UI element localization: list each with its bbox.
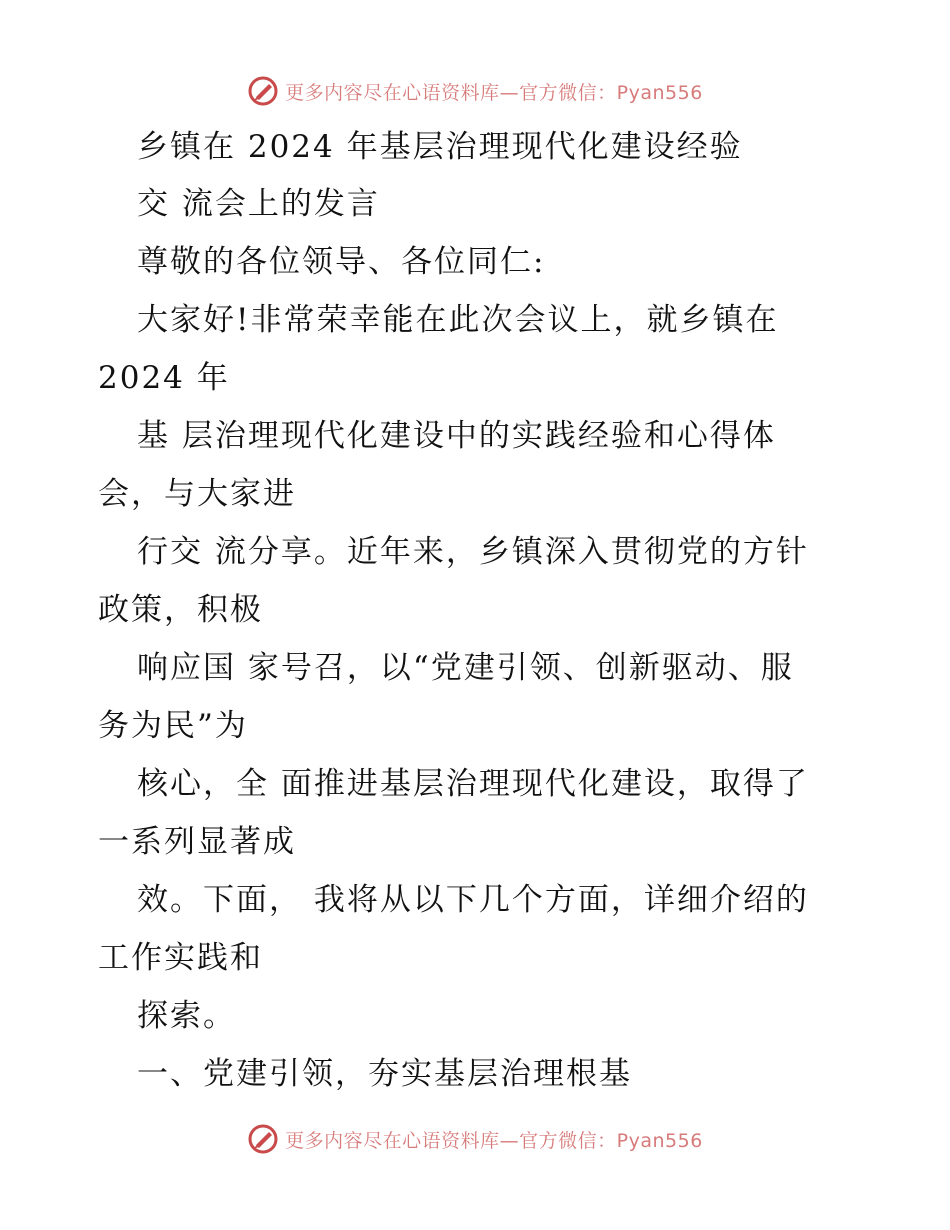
footer-watermark <box>0 1119 950 1159</box>
body-line: 务为民”为 <box>98 708 248 744</box>
brand-logo-icon <box>247 75 279 107</box>
section-heading: 一、党建引领，夯实基层治理根基 <box>137 1056 632 1092</box>
title-line-1: 乡镇在 2024 年基层治理现代化建设经验 <box>137 129 743 165</box>
salutation: 尊敬的各位领导、各位同仁: <box>137 244 546 280</box>
body-line: 一系列显著成 <box>98 824 296 860</box>
footer-brand-text: 更多内容尽在心语资料库—官方微信：Pyan556 <box>285 1129 703 1152</box>
body-line: 核心，全 面推进基层治理现代化建设，取得了 <box>137 766 809 802</box>
body-line: 基 层治理现代化建设中的实践经验和心得体 <box>137 418 776 454</box>
body-line: 会，与大家进 <box>98 476 296 512</box>
body-line: 行交 流分享。近年来，乡镇深入贯彻党的方针 <box>137 534 809 570</box>
body-line: 大家好!非常荣幸能在此次会议上，就乡镇在 <box>137 302 779 338</box>
body-line: 探索。 <box>137 998 236 1034</box>
title-line-2: 交 流会上的发言 <box>137 186 380 222</box>
body-line: 2024 年 <box>98 360 230 396</box>
body-line: 工作实践和 <box>98 940 263 976</box>
header-watermark <box>0 71 950 111</box>
body-line: 效。下面， 我将从以下几个方面，详细介绍的 <box>137 882 809 918</box>
brand-logo-icon <box>247 1123 279 1155</box>
body-line: 政策，积极 <box>98 592 263 628</box>
body-line: 响应国 家号召，以“党建引领、创新驱动、服 <box>137 650 794 686</box>
header-brand-text: 更多内容尽在心语资料库—官方微信：Pyan556 <box>285 81 703 104</box>
